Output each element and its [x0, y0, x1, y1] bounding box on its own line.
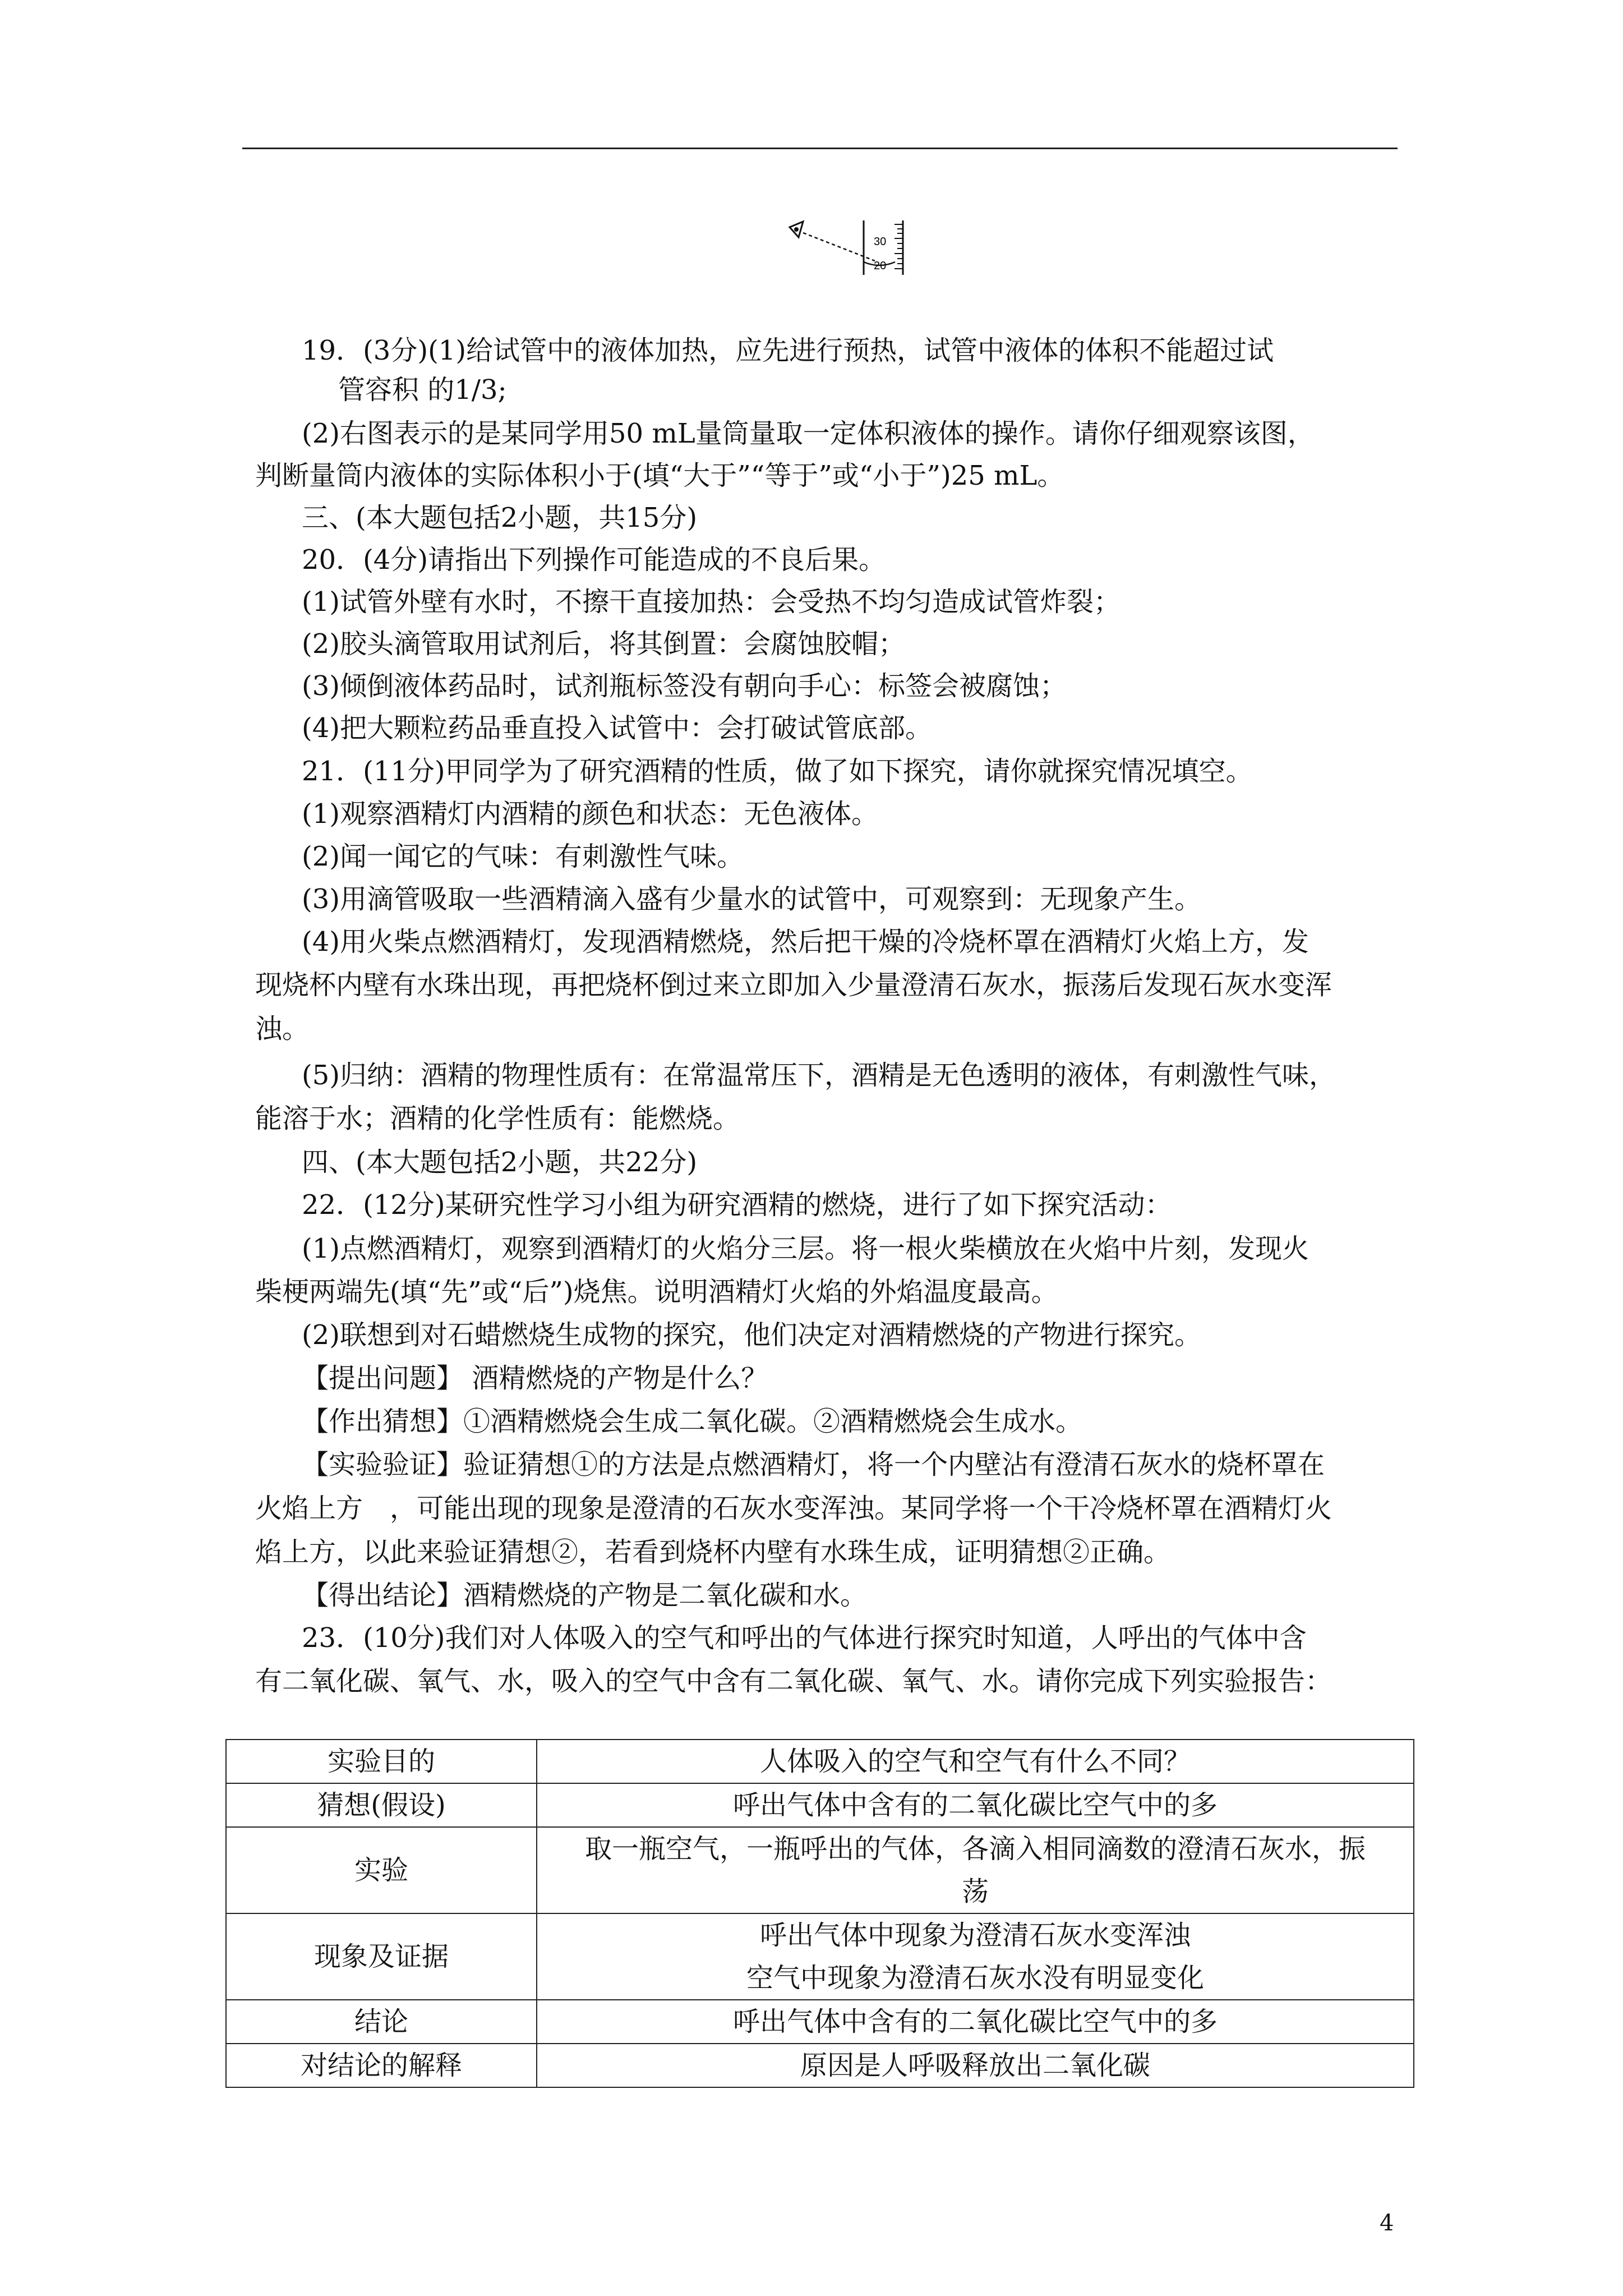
text-line: (3)用滴管吸取一些酒精滴入盛有少量水的试管中，可观察到：无现象产生。: [302, 884, 1201, 915]
measuring-cylinder-figure: [780, 216, 914, 275]
text-line: (4)用火柴点燃酒精灯，发现酒精燃烧，然后把干燥的冷烧杯罩在酒精灯火焰上方，发: [302, 926, 1309, 958]
table-row: [226, 1827, 1414, 1913]
text-line: 21．(11分)甲同学为了研究酒精的性质，做了如下探究，请你就探究情况填空。: [302, 756, 1253, 787]
header-rule: [242, 148, 1398, 149]
text-line: (2)右图表示的是某同学用50 mL量筒量取一定体积液体的操作。请你仔细观察该图，: [302, 418, 1315, 449]
table-row: [226, 2000, 1414, 2044]
text-line: 判断量筒内液体的实际体积小于(填“大于”“等于”或“小于”)25 mL。: [255, 460, 1064, 491]
table-cell-key: 猜想(假设): [226, 1783, 537, 1827]
text-line: 【提出问题】 酒精燃烧的产物是什么？: [302, 1363, 768, 1394]
table-cell-key: 实验: [226, 1827, 537, 1913]
text-line: (2)闻一闻它的气味：有刺激性气味。: [302, 841, 744, 872]
section-heading: 四、(本大题包括2小题，共22分): [302, 1147, 698, 1178]
tick-label-20: 20: [874, 260, 887, 272]
text-line: (5)归纳：酒精的物理性质有：在常温常压下，酒精是无色透明的液体，有刺激性气味，: [302, 1060, 1336, 1091]
text-line: (1)试管外壁有水时，不擦干直接加热：会受热不均匀造成试管炸裂；: [302, 586, 1121, 618]
text-line: (4)把大颗粒药品垂直投入试管中：会打破试管底部。: [302, 712, 932, 744]
text-line: (2)胶头滴管取用试剂后，将其倒置：会腐蚀胶帽；: [302, 628, 905, 660]
table-cell-value: 人体吸入的空气和空气有什么不同？: [537, 1740, 1414, 1783]
table-cell-key: 现象及证据: [226, 1913, 537, 2000]
table-cell-key: 实验目的: [226, 1740, 537, 1783]
text-line: 管容积 的1/3;: [338, 374, 507, 406]
text-line: 【作出猜想】①酒精燃烧会生成二氧化碳。②酒精燃烧会生成水。: [302, 1406, 1083, 1437]
experiment-report-table: [225, 1739, 1414, 2088]
text-line: 23．(10分)我们对人体吸入的空气和呼出的气体进行探究时知道，人呼出的气体中含: [302, 1622, 1307, 1654]
table-row: [226, 1783, 1414, 1827]
text-line: 能溶于水；酒精的化学性质有：能燃烧。: [255, 1103, 740, 1134]
table-cell-value: 呼出气体中含有的二氧化碳比空气中的多: [537, 2000, 1414, 2044]
text-line: 【实验验证】验证猜想①的方法是点燃酒精灯，将一个内壁沾有澄清石灰水的烧杯罩在: [302, 1449, 1325, 1480]
table-cell-value: 原因是人呼吸释放出二氧化碳: [537, 2044, 1414, 2087]
table-cell-value: 取一瓶空气，一瓶呼出的气体，各滴入相同滴数的澄清石灰水，振 荡: [537, 1827, 1414, 1913]
section-heading: 三、(本大题包括2小题，共15分): [302, 502, 698, 533]
text-line: (1)观察酒精灯内酒精的颜色和状态：无色液体。: [302, 798, 878, 830]
text-line: 19．(3分)(1)给试管中的液体加热，应先进行预热，试管中液体的体积不能超过试: [302, 335, 1274, 366]
text-line: 现烧杯内壁有水珠出现，再把烧杯倒过来立即加入少量澄清石灰水，振荡后发现石灰水变浑: [255, 969, 1332, 1001]
page-number: 4: [1380, 2210, 1394, 2236]
text-line: 火焰上方 ，可能出现的现象是澄清的石灰水变浑浊。某同学将一个干冷烧杯罩在酒精灯火: [255, 1493, 1332, 1524]
table-cell-value: 呼出气体中现象为澄清石灰水变浑浊 空气中现象为澄清石灰水没有明显变化: [537, 1913, 1414, 2000]
text-line: 柴梗两端先(填“先”或“后”)烧焦。说明酒精灯火焰的外焰温度最高。: [255, 1276, 1058, 1308]
text-line: 焰上方，以此来验证猜想②，若看到烧杯内壁有水珠生成，证明猜想②正确。: [255, 1536, 1171, 1568]
text-line: (3)倾倒液体药品时，试剂瓶标签没有朝向手心：标签会被腐蚀；: [302, 670, 1067, 702]
text-line: 有二氧化碳、氧气、水，吸入的空气中含有二氧化碳、氧气、水。请你完成下列实验报告：: [255, 1665, 1332, 1697]
text-line: 20．(4分)请指出下列操作可能造成的不良后果。: [302, 544, 886, 576]
text-line: 【得出结论】酒精燃烧的产物是二氧化碳和水。: [302, 1580, 868, 1611]
table-cell-value: 呼出气体中含有的二氧化碳比空气中的多: [537, 1783, 1414, 1827]
cylinder-scale: [895, 224, 903, 269]
table-row: [226, 1740, 1414, 1783]
table-row: [226, 1913, 1414, 2000]
table-cell-key: 对结论的解释: [226, 2044, 537, 2087]
text-line: 浊。: [255, 1013, 310, 1045]
table-row: [226, 2044, 1414, 2087]
text-line: 22．(12分)某研究性学习小组为研究酒精的燃烧，进行了如下探究活动：: [302, 1189, 1172, 1221]
text-line: (2)联想到对石蜡燃烧生成物的探究，他们决定对酒精燃烧的产物进行探究。: [302, 1319, 1201, 1351]
table-cell-key: 结论: [226, 2000, 537, 2044]
tick-label-30: 30: [874, 236, 887, 248]
text-line: (1)点燃酒精灯，观察到酒精灯的火焰分三层。将一根火柴横放在火焰中片刻，发现火: [302, 1233, 1309, 1264]
